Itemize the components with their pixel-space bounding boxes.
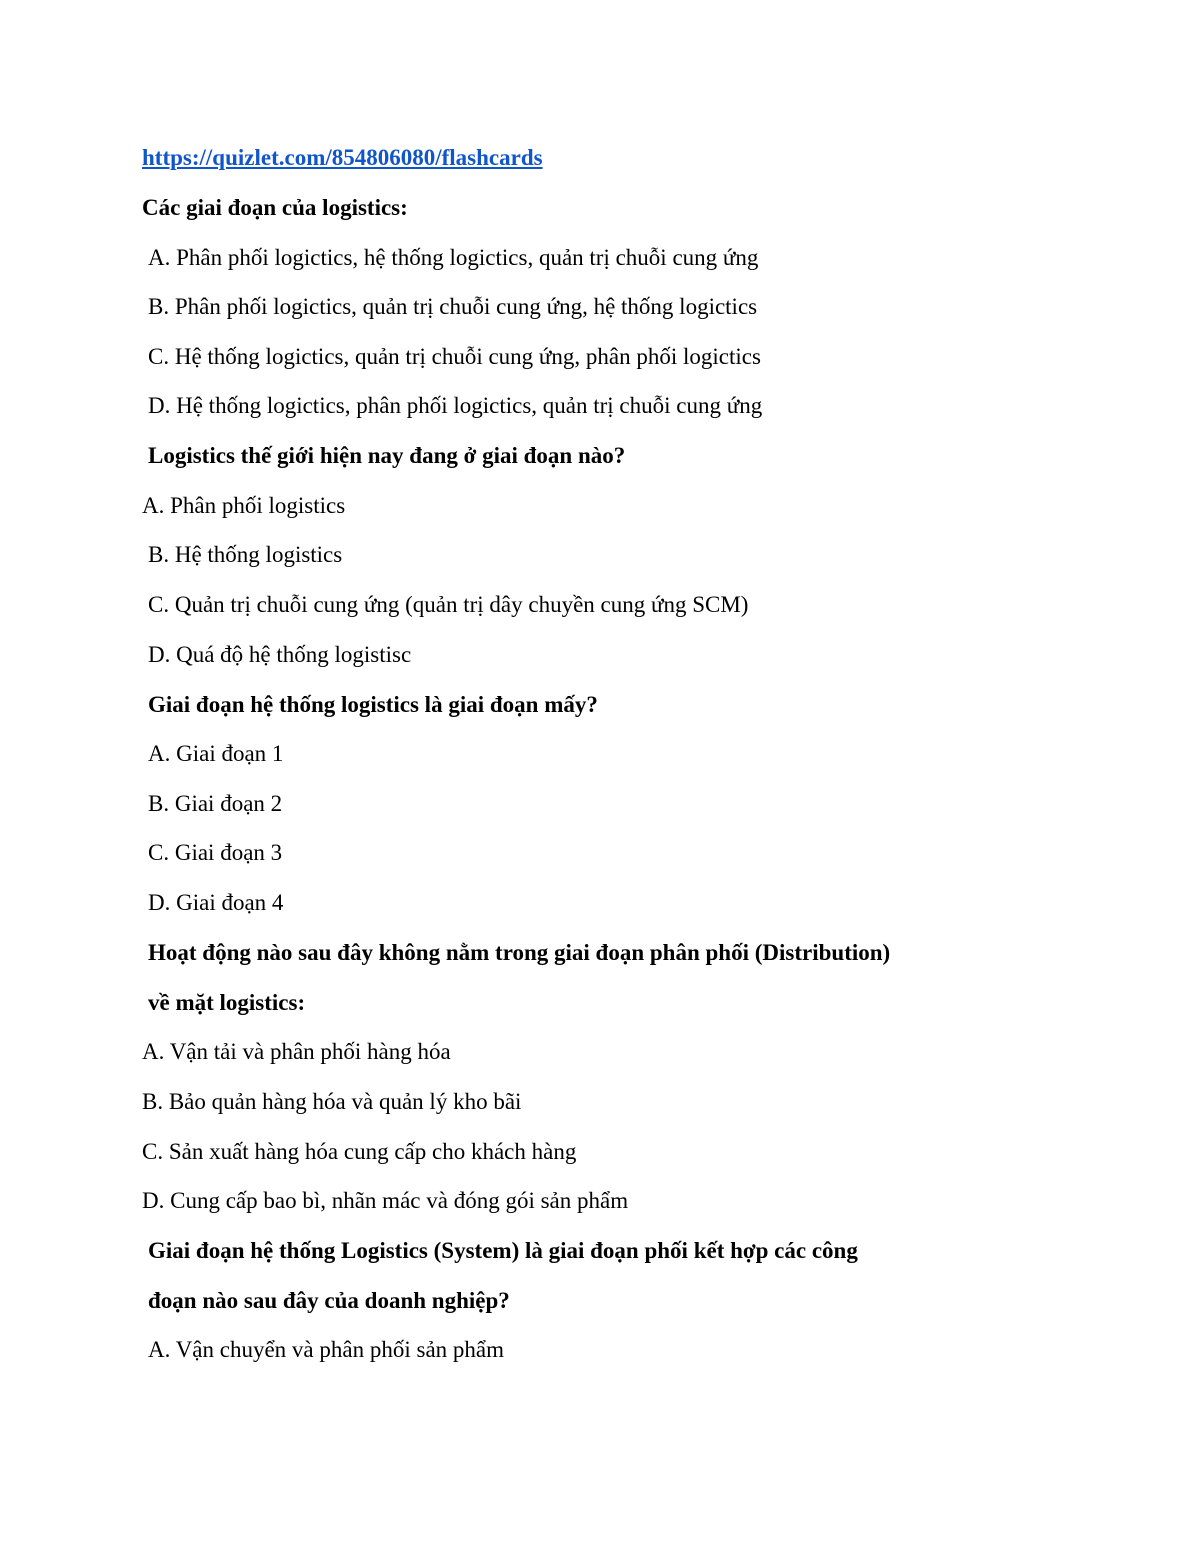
question-2-option-b: B. Hệ thống logistics [148, 542, 343, 567]
question-1-option-a: A. Phân phối logictics, hệ thống logictics, quản trị chuỗi cung ứng [148, 245, 759, 270]
question-3-option-d: D. Giai đoạn 4 [148, 890, 284, 915]
question-4-option-a: A. Vận tải và phân phối hàng hóa [142, 1039, 451, 1064]
quizlet-link[interactable]: https://quizlet.com/854806080/flashcards [142, 145, 543, 170]
question-2-option-d: D. Quá độ hệ thống logistisc [148, 642, 412, 667]
question-3-option-a: A. Giai đoạn 1 [148, 741, 284, 766]
question-2-option-c: C. Quản trị chuỗi cung ứng (quản trị dây chuyền cung ứng SCM) [148, 592, 749, 617]
question-1-option-b: B. Phân phối logictics, quản trị chuỗi cung ứng, hệ thống logictics [148, 294, 758, 319]
question-2-title: Logistics thế giới hiện nay đang ở giai đoạn nào? [148, 443, 626, 468]
question-4-option-d: D. Cung cấp bao bì, nhãn mác và đóng gói sản phẩm [142, 1188, 629, 1213]
question-3-option-c: C. Giai đoạn 3 [148, 840, 283, 865]
question-2-option-a: A. Phân phối logistics [142, 493, 346, 518]
question-1-option-c: C. Hệ thống logictics, quản trị chuỗi cung ứng, phân phối logictics [148, 344, 761, 369]
question-5-title-line-2: đoạn nào sau đây của doanh nghiệp? [148, 1288, 510, 1313]
question-4-title-line-2: về mặt logistics: [148, 990, 306, 1015]
question-3-option-b: B. Giai đoạn 2 [148, 791, 283, 816]
question-5-title-line-1: Giai đoạn hệ thống Logistics (System) là giai đoạn phối kết hợp các công [148, 1238, 858, 1263]
question-4-option-b: B. Bảo quản hàng hóa và quản lý kho bãi [142, 1089, 522, 1114]
question-1-option-d: D. Hệ thống logictics, phân phối logictics, quản trị chuỗi cung ứng [148, 393, 763, 418]
question-3-title: Giai đoạn hệ thống logistics là giai đoạn mấy? [148, 692, 598, 717]
question-5-option-a: A. Vận chuyển và phân phối sản phẩm [148, 1337, 504, 1362]
question-1-title: Các giai đoạn của logistics: [142, 195, 408, 220]
question-4-option-c: C. Sản xuất hàng hóa cung cấp cho khách hàng [142, 1139, 577, 1164]
question-4-title-line-1: Hoạt động nào sau đây không nằm trong giai đoạn phân phối (Distribution) [148, 940, 891, 965]
